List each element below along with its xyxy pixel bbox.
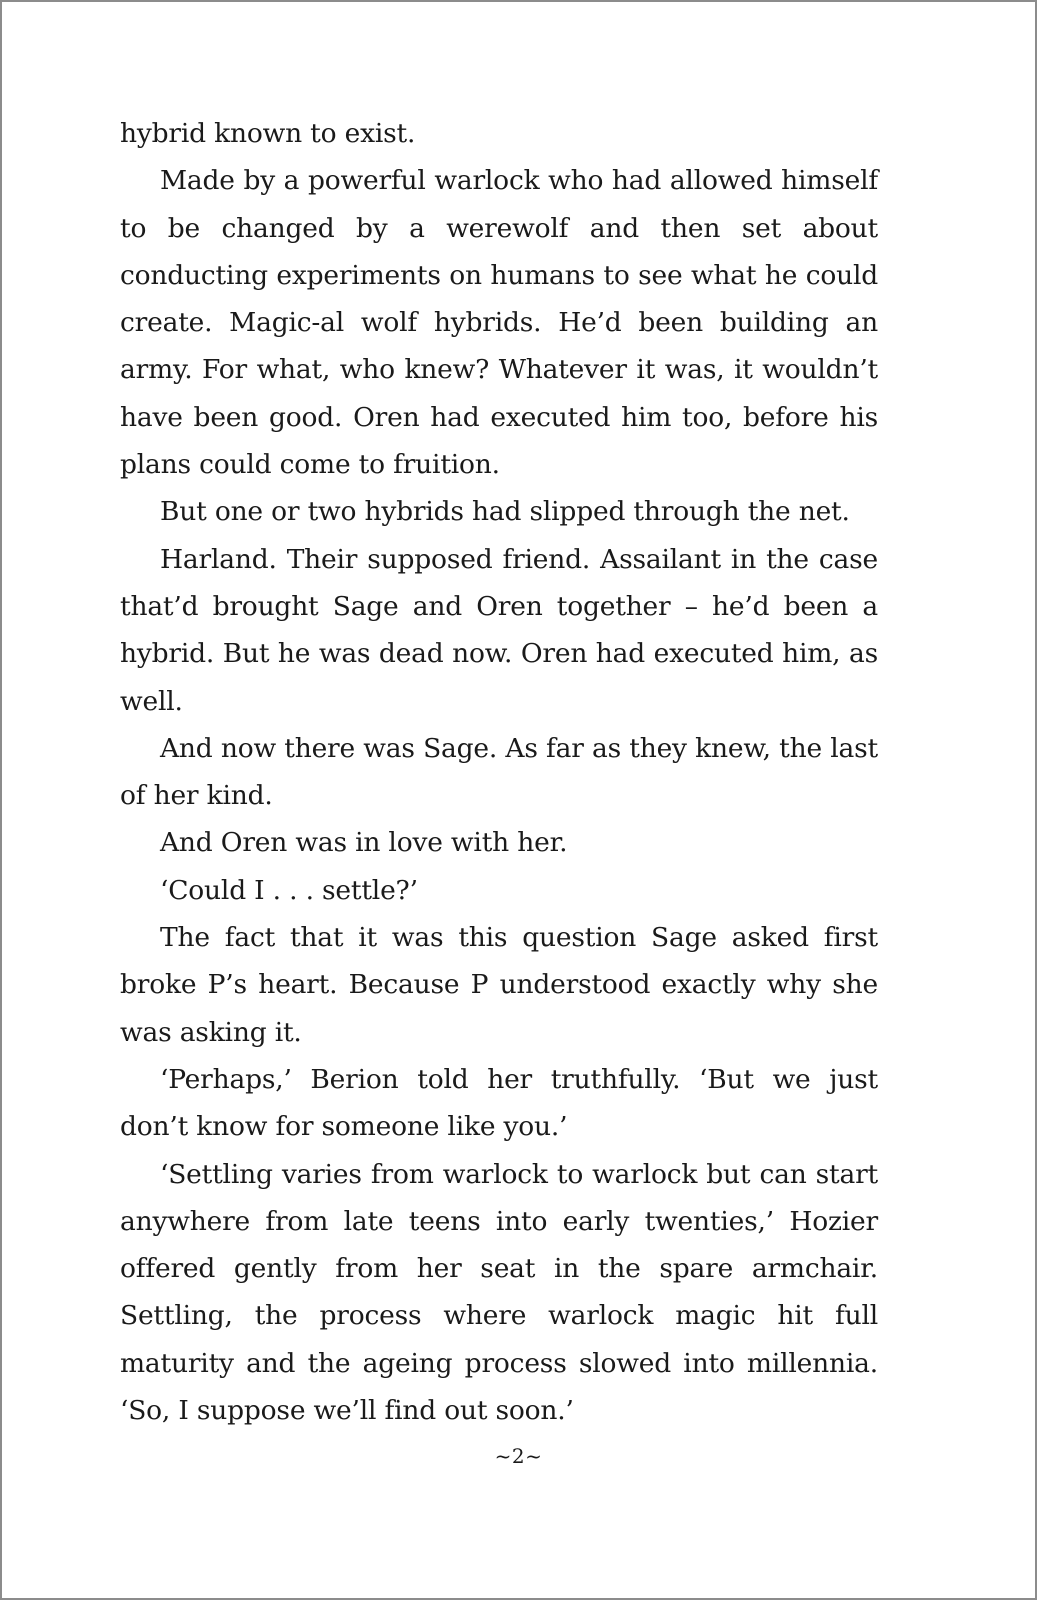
paragraph: The fact that it was this question Sage asked first broke P’s heart. Because P understood exactly why she was asking it. (120, 922, 878, 1048)
paragraph: ‘Perhaps,’ Berion told her truthfully. ‘But we just don’t know for someone like you.’ (120, 1063, 878, 1143)
paragraph: And now there was Sage. As far as they knew, the last of her kind. (120, 732, 878, 812)
paragraph: Harland. Their supposed friend. Assailant in the case that’d brought Sage and Oren together – he’d been a hybrid. But he was dead now. Oren had executed him, as well. (120, 543, 878, 717)
paragraph: And Oren was in love with her. (160, 827, 568, 859)
paragraph: But one or two hybrids had slipped through the net. (160, 496, 850, 528)
page-number: ~2~ (494, 1444, 543, 1468)
body-text (120, 110, 878, 1434)
paragraph-continuation: hybrid known to exist. (120, 118, 416, 149)
paragraph: ‘Settling varies from warlock to warlock but can start anywhere from late teens into early twenties,’ Hozier offered gently from her seat in the spare armchair. Settling, the process where warlock magic hit full maturity and the ageing process slowed into millennia. ‘So, I suppose we’ll find out soon.’ (120, 1158, 878, 1427)
paragraph: Made by a powerful warlock who had allowed himself to be changed by a werewolf and then set about conducting experiments on humans to see what he could create. Magic-al wolf hybrids. He’d been building an army. For what, who knew? Whatever it was, it wouldn’t have been good. Oren had executed him too, before his plans could come to fruition. (120, 165, 878, 481)
paragraph: ‘Could I . . . settle?’ (160, 874, 418, 906)
